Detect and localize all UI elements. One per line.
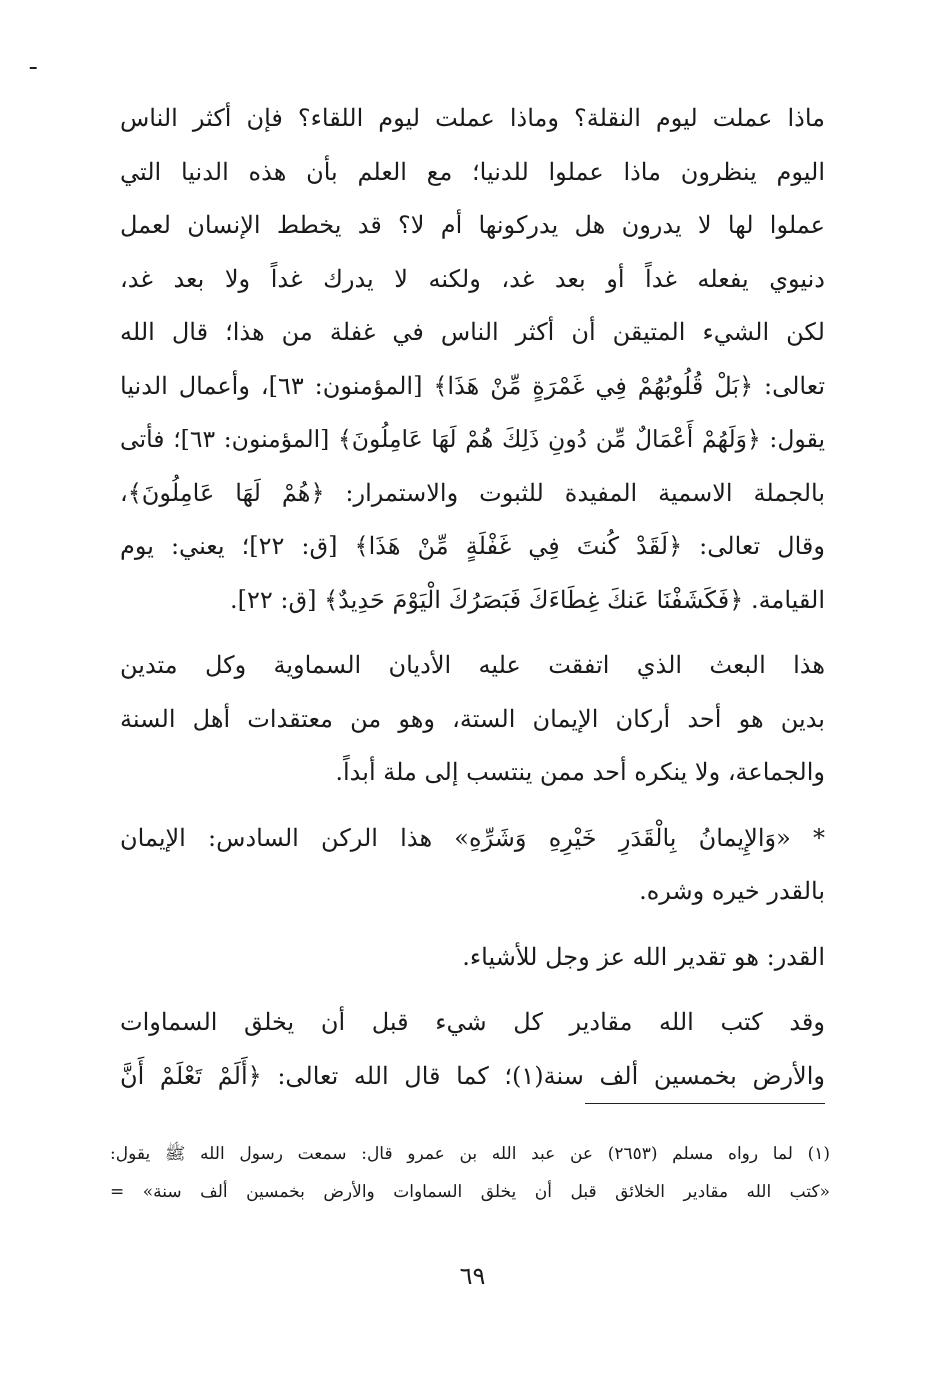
text-line: القيامة. ﴿فَكَشَفْنَا عَنكَ غِطَاءَكَ فَبَصَرُكَ الْيَوْمَ حَدِيدٌ﴾ [ق: ٢٢].	[229, 585, 825, 614]
text-line: وقال تعالى: ﴿لَقَدْ كُنتَ فِي غَفْلَةٍ مِّنْ هَذَا﴾ [ق: ٢٢]؛ يعني: يوم	[120, 532, 825, 560]
text-line: اليوم ينظرون ماذا عملوا للدنيا؛ مع العلم بأن هذه الدنيا التي	[120, 157, 825, 186]
paragraph-3	[120, 812, 825, 919]
paragraph-1	[120, 92, 825, 627]
footnotes	[110, 1135, 830, 1211]
text-line: يقول: ﴿وَلَهُمْ أَعْمَالٌ مِّن دُونِ ذَلِكَ هُمْ لَهَا عَامِلُونَ﴾ [المؤمنون: ٦٣]؛ فأتى	[120, 425, 825, 453]
text-line: القدر: هو تقدير الله عز وجل للأشياء.	[462, 942, 825, 971]
paragraph-5	[120, 996, 825, 1103]
footnote-line: (١) لما رواه مسلم (٢٦٥٣) عن عبد الله بن عمرو قال: سمعت رسول الله ﷺ يقول:	[110, 1144, 830, 1164]
text-line: بالجملة الاسمية المفيدة للثبوت والاستمرار: ﴿هُمْ لَهَا عَامِلُونَ﴾،	[120, 478, 825, 507]
text-line: * «وَالإِيمانُ بِالْقَدَرِ خَيْرِهِ وَشَرِّهِ» هذا الركن السادس: الإيمان	[120, 823, 825, 852]
page-number: ٦٩	[459, 1262, 486, 1290]
footnote-line: «كتب الله مقادير الخلائق قبل أن يخلق السماوات والأرض بخمسين ألف سنة» =	[110, 1182, 830, 1202]
page-body	[120, 92, 825, 1103]
paragraph-4	[120, 931, 825, 985]
paragraph-2	[120, 639, 825, 800]
text-line: بدين هو أحد أركان الإيمان الستة، وهو من معتقدات أهل السنة	[120, 704, 825, 733]
text-line: والجماعة، ولا ينكره أحد ممن ينتسب إلى ملة أبداً.	[335, 758, 825, 786]
text-line: وقد كتب الله مقادير كل شيء قبل أن يخلق السماوات	[120, 1008, 825, 1036]
text-line: دنيوي يفعله غداً أو بعد غد، ولكنه لا يدرك غداً ولا بعد غد،	[120, 264, 825, 293]
text-line: والأرض بخمسين ألف سنة(١)؛ كما قال الله تعالى: ﴿أَلَمْ تَعْلَمْ أَنَّ	[120, 1061, 826, 1090]
text-line: لكن الشيء المتيقن أن أكثر الناس في غفلة من هذا؛ قال الله	[120, 318, 825, 346]
text-line: تعالى: ﴿بَلْ قُلُوبُهُمْ فِي غَمْرَةٍ مِّنْ هَذَا﴾ [المؤمنون: ٦٣]، وأعمال الدنيا	[120, 371, 825, 400]
text-line: ماذا عملت ليوم النقلة؟ وماذا عملت ليوم اللقاء؟ فإن أكثر الناس	[120, 104, 825, 132]
text-line: هذا البعث الذي اتفقت عليه الأديان السماوية وكل متدين	[120, 651, 825, 679]
text-line: عملوا لها لا يدرون هل يدركونها أم لا؟ قد يخطط الإنسان لعمل	[120, 211, 825, 239]
text-line: بالقدر خيره وشره.	[639, 877, 825, 905]
corner-mark: ـ	[30, 50, 37, 75]
footnote-divider	[585, 1103, 825, 1104]
